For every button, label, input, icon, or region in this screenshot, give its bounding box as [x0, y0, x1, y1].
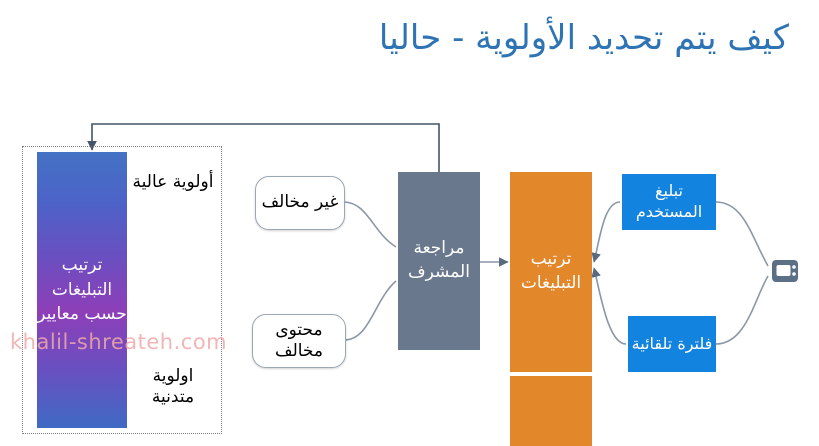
node-report-ordering[interactable]: ترتيب التبليغات [510, 172, 592, 372]
device-icon [771, 256, 805, 286]
priority-low-label: اولوية متدنية [151, 366, 195, 408]
node-auto-filter[interactable]: فلترة تلقائية [628, 316, 716, 372]
node-notify-user[interactable]: تبليغ المستخدم [622, 174, 716, 230]
watermark: khalil-shreateh.com [10, 330, 228, 354]
priority-high-label: أولوية عالية [132, 172, 214, 192]
priority-gradient-bar: ترتيب التبليغات حسب معايير [37, 152, 127, 428]
node-violating-content[interactable]: محتوى مخالف [252, 314, 346, 368]
node-not-violating[interactable]: غير مخالف [255, 176, 345, 230]
node-report-ordering-tail [510, 376, 592, 446]
node-supervisor-review[interactable]: مراجعة المشرف [398, 172, 480, 350]
page-title: كيف يتم تحديد الأولوية - حاليا [378, 18, 789, 58]
